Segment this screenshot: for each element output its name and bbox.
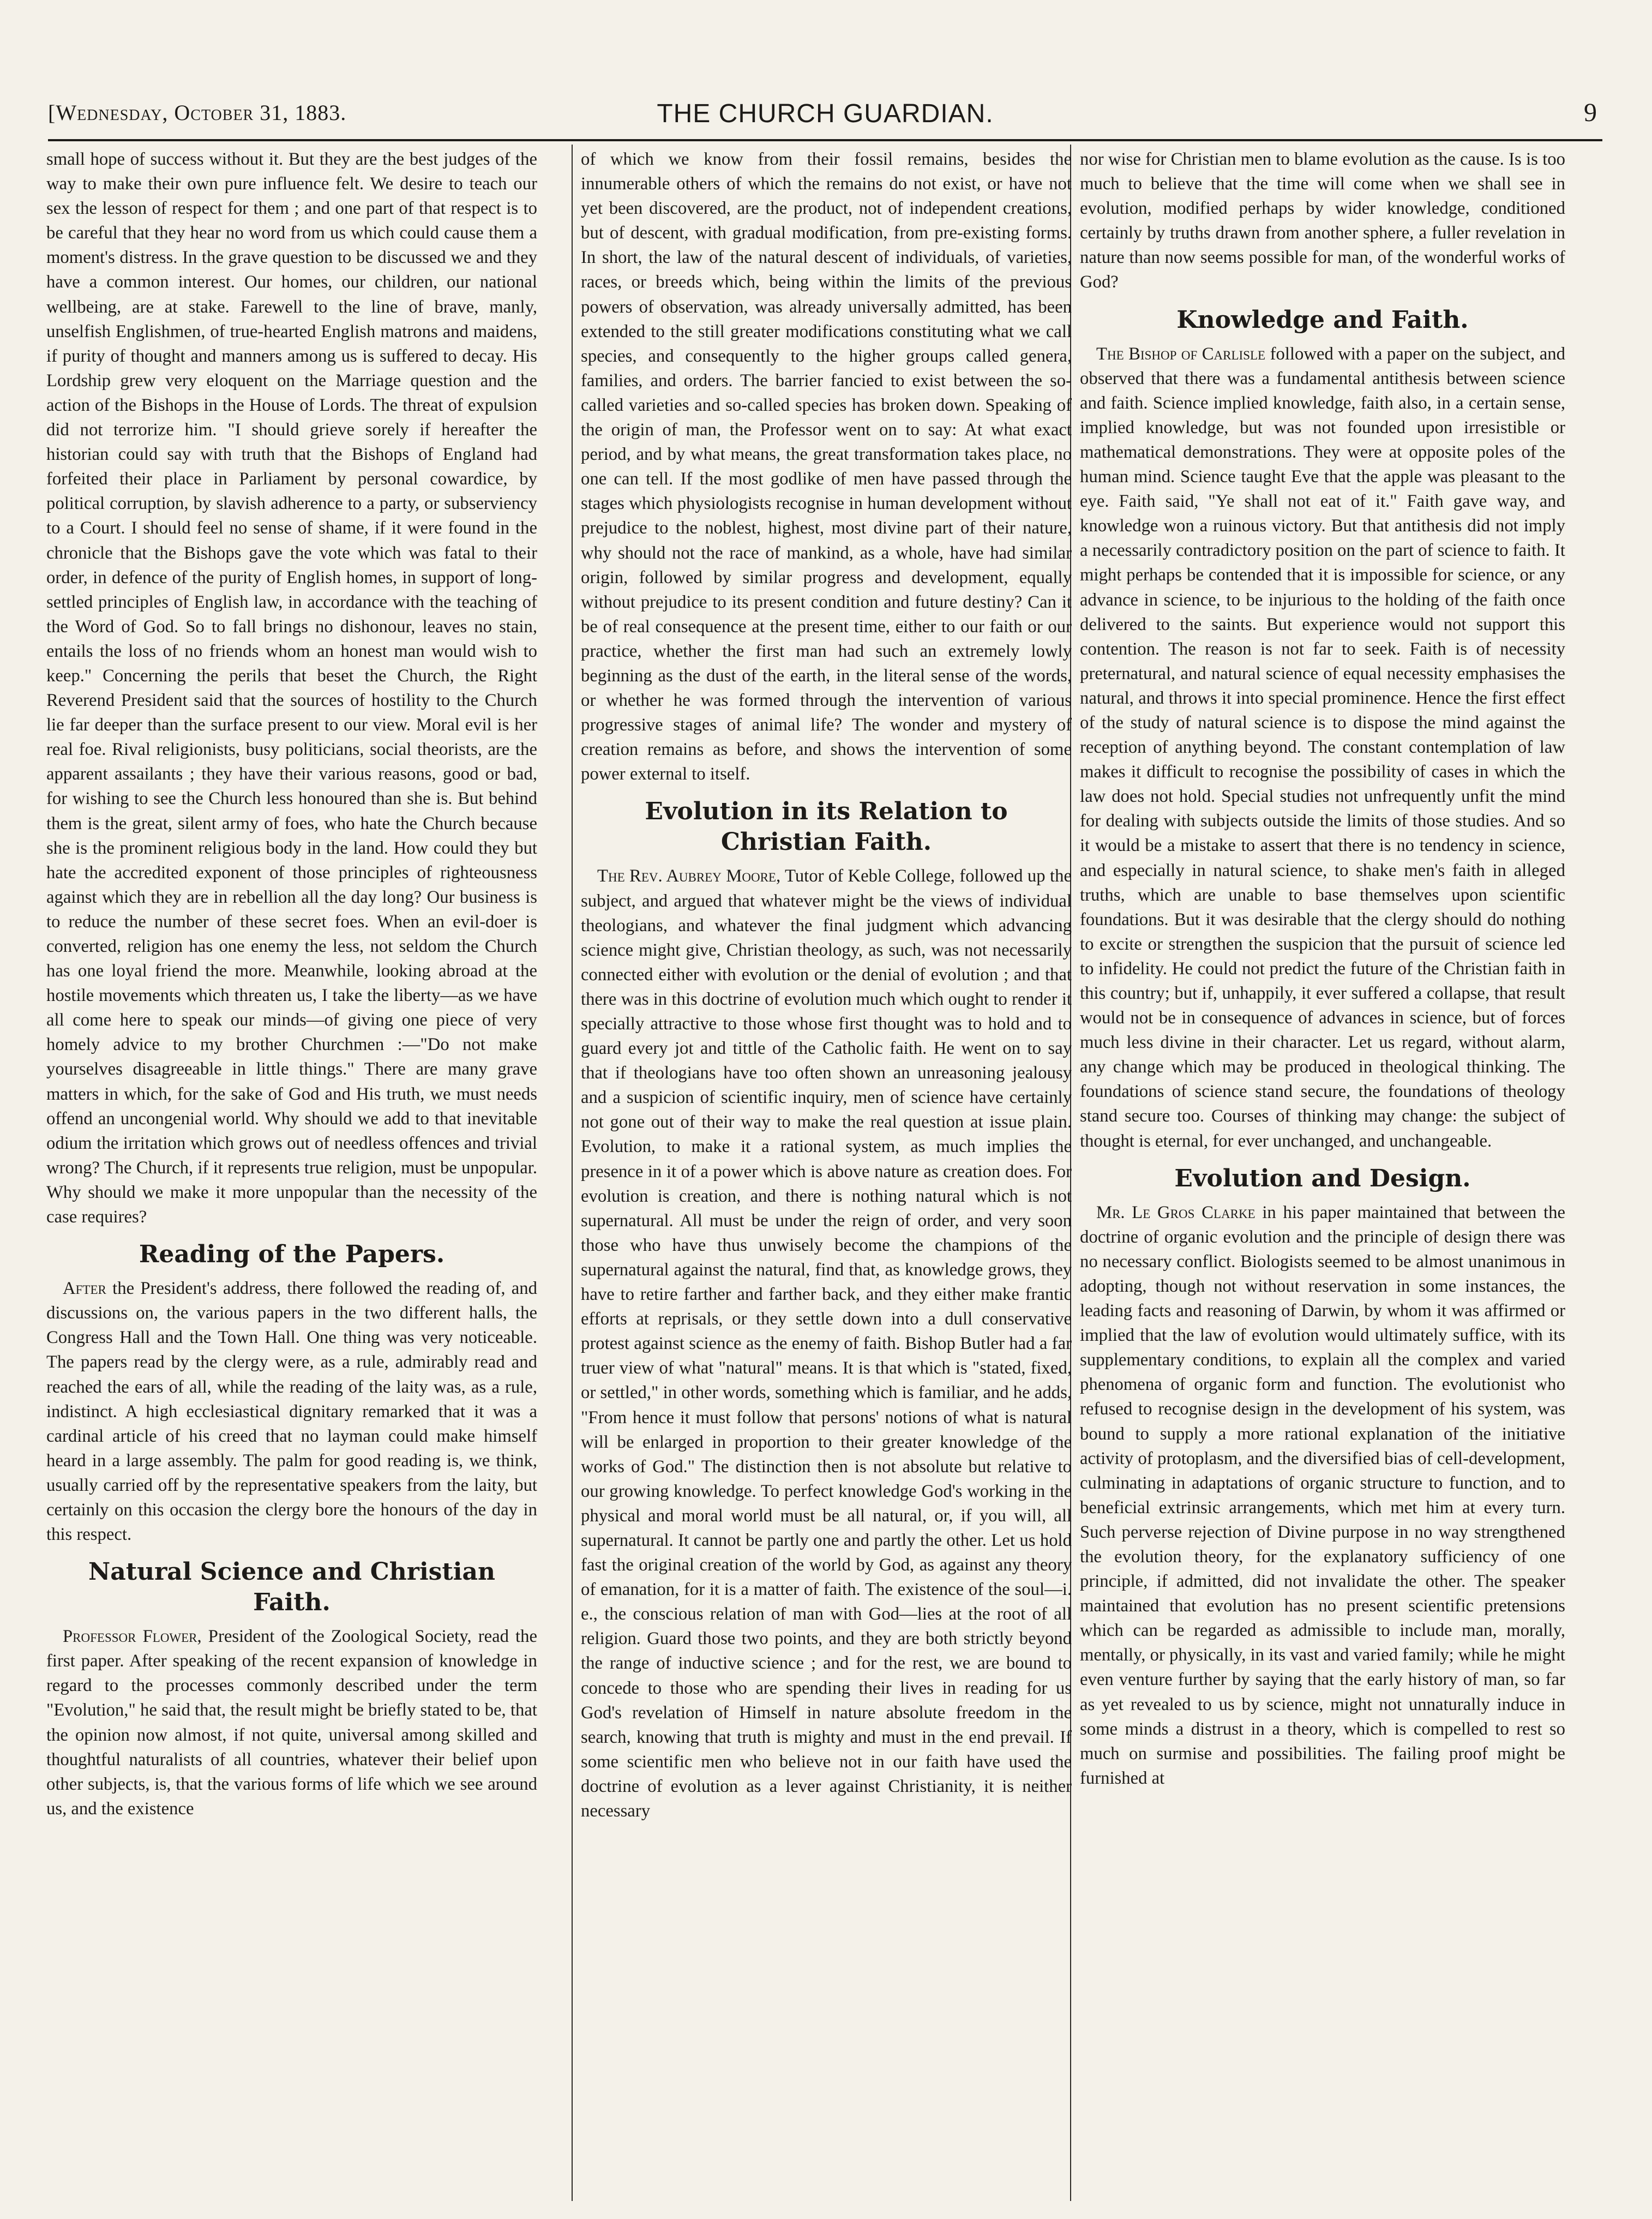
lead-in: After [63,1279,106,1299]
section-heading: Reading of the Papers. [139,1240,445,1269]
article-paragraph [581,864,1072,1824]
paragraph-text: followed with a paper on the subject, and observed that there was a fundamental antithesis between science and faith. Science implied knowledge, faith also, in a certain sense, implied knowledge, but was not founded upon irresistible or mathematical demonstrations. They were at opposite poles of the human mind. Science taught Eve that the apple was pleasant to the eye. Faith said, "Ye shall not eat of it." Faith gave way, and knowledge won a ruinous victory. But that antithesis did not imply a necessarily contradictory position on the part of science to faith. It might perhaps be contended that it is impossible for science, or any advance in science, to be injurious to the holding of the faith once delivered to the saints. But experience would not support this contention. The reason is not far to seek. Faith is of necessity preternatural, and natural science of equal necessity emphasises the natural, and throws it into special prominence. Hence the first effect of the study of natural science is to dispose the mind against the reception of anything beyond. The constant contemplation of law makes it difficult to recognise the possibility of cases in which the law does not hold. Special studies not unfrequently unfit the mind for dealing with subjects outside the limits of those studies. And so it would be a mistake to assert that there is no tendency in science, and especially in natural science, to shake men's faith in alleged truths, which are unable to base themselves upon scientific foundations. But it was desirable that the clergy should do nothing to excite or strengthen the suspicion that the pursuit of science led to infidelity. He could not predict the future of the Christian faith in this country; but if, unhappily, it ever suffered a collapse, that result would not be in consequence of advances in science, but of forces much less divine in their character. Let us regard, without alarm, any change which may be produced in theological thinking. The foundations of science stand secure, the foundations of theology stand secure too. Courses of thinking may change: the subject of thought is eternal, for ever unchanged, and unchangeable. [1080,344,1565,1151]
article-paragraph [1080,1201,1565,1791]
lead-in: Professor Flower, [63,1627,202,1647]
article-paragraph: of which we know from their fossil remains, besides the innumerable others of which the remains do not exist, or have not yet been discovered, are the product, not of independent creations, but of descent, with gradual modification, from pre-existing forms. In short, the law of the natural descent of individuals, of varieties, races, or breeds which, being within the limits of the previous powers of observation, was already universally admitted, has been extended to the still greater modifications constituting what we call species, and consequently to the higher groups called genera, families, and orders. The barrier fancied to exist between the so-called varieties and so-called species has broken down. Speaking of the origin of man, the Professor went on to say: At what exact period, and by what means, the great transformation takes place, no one can tell. If the most godlike of men have passed through the stages which physiologists recognise in human development without prejudice to the noblest, highest, most divine part of their nature, why should not the race of mankind, as a whole, have had similar origin, followed by similar progress and development, equally without prejudice to its present condition and future destiny? Can it be of real consequence at the present time, either to our faith or our practice, whether the first man had such an extremely lowly beginning as the dust of the earth, in the literal sense of the words, or whether he was formed through the intervention of various progressive stages of animal life? The wonder and mystery of creation remains as before, and shows the intervention of some power external to itself. [581,149,1072,784]
paragraph-text: Tutor of Keble College, followed up the subject, and argued that whatever might be the views of individual theologians, and whatever the final judgment which advancing science might give, Christian theology, as such, was not necessarily connected either with evolution or the denial of evolution ; and that there was in this doctrine of evolution much which ought to render it specially attractive to those whose first thought was to hold and to guard every jot and tittle of the Catholic faith. He went on to say that if theologians have too often shown an unreasoning jealousy and a suspicion of scientific inquiry, men of science have certainly not gone out of their way to make the real question at issue plain. Evolution, to make it a rational system, as much implies the presence in it of a power which is above nature as creation does. For evolution is creation, and there is nothing natural which is not supernatural. All must be under the reign of order, and very soon those who have thus unwisely become the champions of the supernatural against the natural, find that, as knowledge grows, they have to retire farther and farther back, and they either make frantic efforts at reprisals, or they settle down into a dull conservative protest against science as the enemy of faith. Bishop Butler had a far truer view of what "natural" means. It is that which is "stated, fixed, or settled," in other words, something which is familiar, and he adds, "From hence it must follow that persons' notions of what is natural will be enlarged in proportion to their greater knowledge of the works of God." The distinction then is not absolute but relative to our growing knowledge. To perfect knowledge God's working in the physical and moral world must be all natural, or, if you will, all supernatural. It cannot be partly one and partly the other. Let us hold fast the original creation of the world by God, as against any theory of emanation, for it is a matter of faith. The existence of the soul—i. e., the conscious relation of man with God—lies at the root of all religion. Guard those two points, and they are both strictly beyond the range of inductive science ; and for the rest, we are bound to concede to those who are spending their lives in reading for us God's revelation of Himself in nature absolute freedom in the search, knowing that truth is mighty and must in the end prevail. If some scientific men who believe not in our faith have used the doctrine of evolution as a lever against Christianity, it is neither necessary [581,866,1072,1821]
column-2 [581,147,1072,2198]
newspaper-title: THE CHURCH GUARDIAN. [657,99,994,128]
column-divider [572,145,573,2201]
section-heading: Evolution in its Relation to Christian Faith. [645,797,1008,856]
lead-in: Mr. Le Gros Clarke [1096,1202,1255,1222]
column-1 [46,147,537,2198]
section-heading: Knowledge and Faith. [1176,305,1469,334]
paragraph-text: President of the Zoological Society, read the first paper. After speaking of the recent expansion of knowledge in regard to the processes commonly described under the term "Evolution," he said that, the result might be briefly stated to be, that the opinion now almost, if not quite, universal among skilled and thoughtful naturalists of all countries, whatever their belief upon other subjects, is, that the various forms of life which we see around us, and the existence [46,1627,537,1819]
article-paragraph: small hope of success without it. But they are the best judges of the way to make their own pure influence felt. We desire to teach our sex the lesson of respect for them ; and one part of that respect is to be careful that they hear no word from us which could cause them a moment's distress. In the grave question to be discussed we and they have a common interest. Our homes, our children, our national wellbeing, are at stake. Farewell to the line of brave, manly, unselfish Englishmen, of true-hearted English matrons and maidens, if purity of thought and manners among us is suffered to decay. His Lordship grew very eloquent on the Marriage question and the action of the Bishops in the House of Lords. The threat of expulsion did not terrorize him. "I should grieve sorely if hereafter the historian could say with truth that the Bishops of England had forfeited their place in Parliament by personal cowardice, by political corruption, by slavish adherence to a party, or subserviency to a Court. I should feel no sense of shame, if it were found in the chronicle that the Bishops gave the vote which was fatal to their order, in defence of the purity of English homes, in support of long-settled principles of English law, in accordance with the teaching of the Word of God. So to fall brings no dishonour, leaves no stain, entails the loss of no friends whom an honest man would wish to keep." Concerning the perils that beset the Church, the Right Reverend President said that the sources of hostility to the Church lie far deeper than the surface present to our view. Moral evil is her real foe. Rival religionists, busy politicians, social theorists, are the apparent assailants ; they have their various reasons, good or bad, for wishing to see the Church less honoured than she is. But behind them is the great, silent army of foes, who hate the Church because she is the prominent religious body in the land. How could they but hate the accredited exponent of those principles of righteousness against which they are in rebellion all the day long? Our business is to reduce the number of these secret foes. When an evil-doer is converted, religion has one enemy the less, not seldom the Church has one loyal friend the more. Meanwhile, looking abroad at the hostile movements which threaten us, I take the liberty—as we have all come here to speak our minds—of giving one piece of very homely advice to my brother Churchmen :—"Do not make yourselves disagreeable in little things." There are many grave matters in which, for the sake of God and His truth, we must needs offend an uncongenial world. Why should we add to that inevitable odium the irritation which grows out of needless offences and trivial wrong? The Church, if it represents true religion, must be unpopular. Why should we make it more unpopular than the necessity of the case requires? [46,149,537,1227]
article-paragraph [1080,342,1565,1154]
article-paragraph [46,1624,537,1821]
issue-date: [Wednesday, October 31, 1883. [48,100,347,125]
article-paragraph [46,1276,537,1547]
page-number: 9 [1584,98,1597,127]
lead-in: The Rev. Aubrey Moore, [597,866,781,886]
page-header [48,95,1602,141]
paragraph-text: the President's address, there followed the reading of, and discussions on, the various papers in the two different halls, the Congress Hall and the Town Hall. One thing was very noticeable. The papers read by the clergy were, as a rule, admirably read and reached the ears of all, while the reading of the laity was, as a rule, indistinct. A high ecclesiastical dignitary remarked that it was a cardinal article of his creed that no layman could make himself heard in a large assembly. The palm for good reading is, we think, usually carried off by the representative speakers from the laity, but certainly on this occasion the clergy bore the honours of the day in this respect. [46,1279,537,1545]
paragraph-text: in his paper maintained that between the doctrine of organic evolution and the principle of design there was no necessary conflict. Biologists seemed to be almost unanimous in adopting, though not without reservation in some instances, the leading facts and reasoning of Darwin, by whom it was affirmed or implied that the law of evolution would ultimately suffice, with its supplementary conditions, to explain all the complex and varied phenomena of organic form and function. The evolutionist who refused to recognise design in the development of his system, was bound to supply a more rational explanation of the initiative activity of protoplasm, and the diversified bias of cell-development, culminating in adaptations of organic structure to function, and to beneficial extrinsic arrangements, which met him at every turn. Such perverse rejection of Divine purpose in no way strengthened the evolution theory, for the explanatory sufficiency of one principle, if admitted, did not invalidate the other. The speaker maintained that evolution has no present scientific pretensions which can be regarded as admissible to include man, morally, mentally, or physically, in its vast and varied family; while he might even venture further by saying that the early history of man, so far as yet revealed to us by science, might not unnaturally induce in some minds a distrust in a theory, which is compelled to rest so much on surmise and possibilities. The failing proof might be furnished at [1080,1202,1565,1788]
section-heading: Evolution and Design. [1174,1164,1471,1192]
column-3 [1080,147,1565,2198]
article-paragraph: nor wise for Christian men to blame evolution as the cause. Is is too much to believe that the time will come when we shall see in evolution, modified perhaps by wider knowledge, conditioned certainly by truths drawn from another sphere, a fuller revelation in nature than now seems possible for man, of the wonderful works of God? [1080,149,1565,292]
lead-in: The Bishop of Carlisle [1096,344,1266,364]
section-heading: Natural Science and Christian Faith. [88,1558,495,1617]
